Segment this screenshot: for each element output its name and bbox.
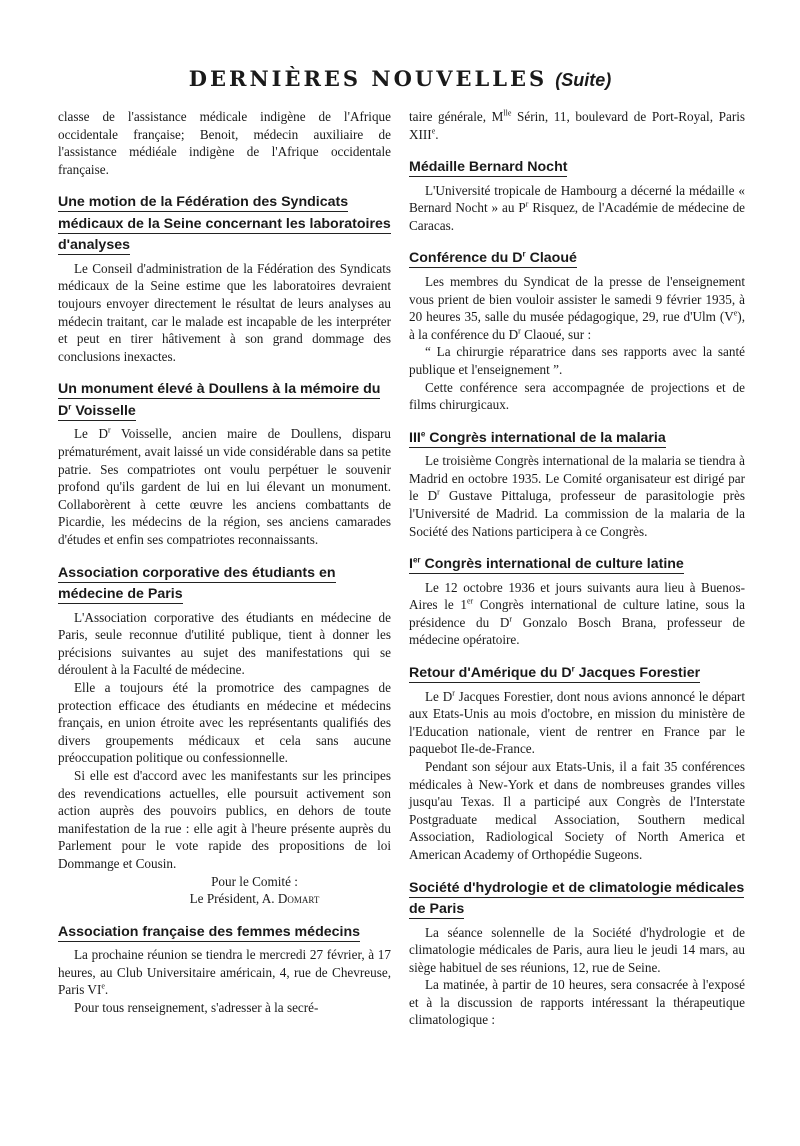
article-medaille-nocht <box>409 157 745 234</box>
page-title <box>0 66 800 91</box>
article-motion-federation <box>58 192 391 365</box>
article-body: Le $D^r$ Voisselle, ancien maire de Doullens, disparu prématurément, avait laissé un vide considérable dans sa petite patrie. Ses compatriotes ont voulu perpétuer le souvenir profond qu'ils gardent de lui en lui élevant un monument. Collaborèrent à cette œuvre les anciens combattants de Picardie, les médecins de la région, ses anciens camarades d'études et enfin ses compatriotes reconnaissants. <box>58 426 391 547</box>
article-title: Un monument élevé à Doullens à la mémoire du $D^r$ Voisselle <box>58 381 381 419</box>
right-column <box>409 108 745 1043</box>
article-societe-hydrologie <box>409 878 745 1030</box>
article-paragraph: Pendant son séjour aux Etats-Unis, il a fait 35 conférences médicales à New-York et dans de nombreuses grandes villes jusqu'au Texas. Il a participé aux Congrès de l'Interstate Postgraduate medical Association, Southern medical Association, Radiological Society of North America et American Academy of Orthopédie Sugeons. <box>409 758 745 862</box>
article-title: Ier Congrès international de culture latine <box>409 555 684 573</box>
article-association-etudiants <box>58 563 391 908</box>
article-body: Le troisième Congrès international de la malaria se tiendra à Madrid en octobre 1935. Le Comité organisateur est dirigé par le $D^r$ Gustave Pittaluga, professeur de parasitologie près l'Université de Madrid. La commission de la malaria de la Société des Nations participera à ce Congrès. <box>409 453 745 539</box>
article-paragraph: Le $D^r$ Jacques Forestier, dont nous avions annoncé le départ aux Etats-Unis au mois d'octobre, en mission du ministère de l'Education nationale, vient de rentrer en France par le paquebot Ile-de-France. <box>409 688 745 757</box>
article-paragraph: Elle a toujours été la promotrice des campagnes de protection efficace des étudiants en médecine et médecins français, en union étroite avec les représentants qualifiés des divers groupements médicaux et cela sans aucune préoccupation politique ou confessionnelle. <box>58 679 391 766</box>
left-column <box>58 108 391 1031</box>
signature-name: Le Président, A. Domart <box>189 891 320 907</box>
article-paragraph: Cette conférence sera accompagnée de projections et de films chirurgicaux. <box>409 379 745 413</box>
article-paragraph: “ La chirurgie réparatrice dans ses rapports avec la santé publique et l'enseignement ”. <box>409 344 745 377</box>
signature-line: Pour le Comité : <box>211 873 298 889</box>
article-conference-claoue <box>409 248 745 413</box>
article-paragraph: La prochaine réunion se tiendra le mercredi 27 février, à 17 heures, au Club Universitaire américain, 4, rue de Chevreuse, Paris VIe. <box>58 947 391 998</box>
article-paragraph: La séance solennelle de la Société d'hydrologie et de climatologie médicales de Paris, aura lieu le jeudi 14 mars, au siège habituel de ses réunions, 12, rue de Seine. <box>409 924 745 975</box>
article-continuation <box>409 108 745 143</box>
article-paragraph: Si elle est d'accord avec les manifestants sur les principes des revendications actuelles, elle poursuit activement son action auprès des pouvoirs publics, en dehors de toute manifestation de la rue : elle agit à l'heure présente auprès du Parlement pour le vote rapide des propositions de loi Dommange et Cousin. <box>58 767 391 871</box>
article-title: Conférence du $D^r$ Claoué <box>409 249 577 267</box>
article-title: Une motion de la Fédération des Syndicats médicaux de la Seine concernant les laboratoires d'analyses <box>58 194 391 254</box>
article-congres-culture-latine <box>409 554 745 649</box>
article-body: Le 12 octobre 1936 et jours suivants aura lieu à Buenos-Aires le 1er Congrès international de culture latine, sous la présidence du $D^r$ Gonzalo Bosch Brana, professeur de médecine opératoire. <box>409 579 745 648</box>
continuation-text: taire générale, $M^{lle}$ Sérin, 11, boulevard de Port-Royal, Paris XIIIe. <box>409 108 746 142</box>
article-body: Le Conseil d'administration de la Fédération des Syndicats médicaux de la Seine estime que les laboratoires devraient toujours envoyer directement le résultat de leurs analyses au médecin traitant, car le malade est incapable de les interpréter et peut en tirer hâtivement à son grand dommage des conclusions inexactes. <box>58 260 391 364</box>
article-congres-malaria <box>409 428 745 540</box>
article-paragraph: L'Association corporative des étudiants en médecine de Paris, seule reconnue d'utilité publique, tient à donner les précisions suivantes au sujet des manifestations qui se déroulent à la Faculté de médecine. <box>58 609 391 678</box>
article-title: Association française des femmes médecins <box>58 923 361 940</box>
article-paragraph: La matinée, à partir de 10 heures, sera consacrée à l'exposé et à la discussion de rapports intéressant la thérapeutique climatologique : <box>409 977 745 1028</box>
page-title-text: DERNIÈRES NOUVELLES <box>188 66 548 91</box>
page-title-suite: (Suite) <box>555 70 612 90</box>
article-title: Société d'hydrologie et de climatologie médicales de Paris <box>409 879 745 917</box>
article-title: Association corporative des étudiants en médecine de Paris <box>58 564 336 603</box>
article-continuation <box>58 108 391 178</box>
article-monument-voisselle <box>58 379 391 548</box>
continuation-text: classe de l'assistance médicale indigène de l'Afrique occidentale française; Benoit, médecin auxiliaire de l'assistance médiéale indigène de l'Afrique occidentale française. <box>58 109 391 177</box>
article-retour-forestier <box>409 663 745 863</box>
article-body: L'Université tropicale de Hambourg a décerné la médaille « Bernard Nocht » au $P^r$ Risquez, de l'Académie de médecine de Caracas. <box>409 182 746 233</box>
article-paragraph: Pour tous renseignement, s'adresser à la secré- <box>74 999 319 1015</box>
article-femmes-medecins <box>58 922 391 1017</box>
article-title: IIIe Congrès international de la malaria <box>409 428 666 446</box>
article-paragraph: Les membres du Syndicat de la presse de l'enseignement vous prient de bien vouloir assister le samedi 9 février 1935, à 20 heures 35, salle du musée pédagogique, 29, rue d'Ulm (Ve), à la conférence du $D^r$ Claoué, sur : <box>409 273 745 342</box>
article-title: Médaille Bernard Nocht <box>409 159 568 176</box>
article-title: Retour d'Amérique du $D^r$ Jacques Forestier <box>409 664 701 682</box>
